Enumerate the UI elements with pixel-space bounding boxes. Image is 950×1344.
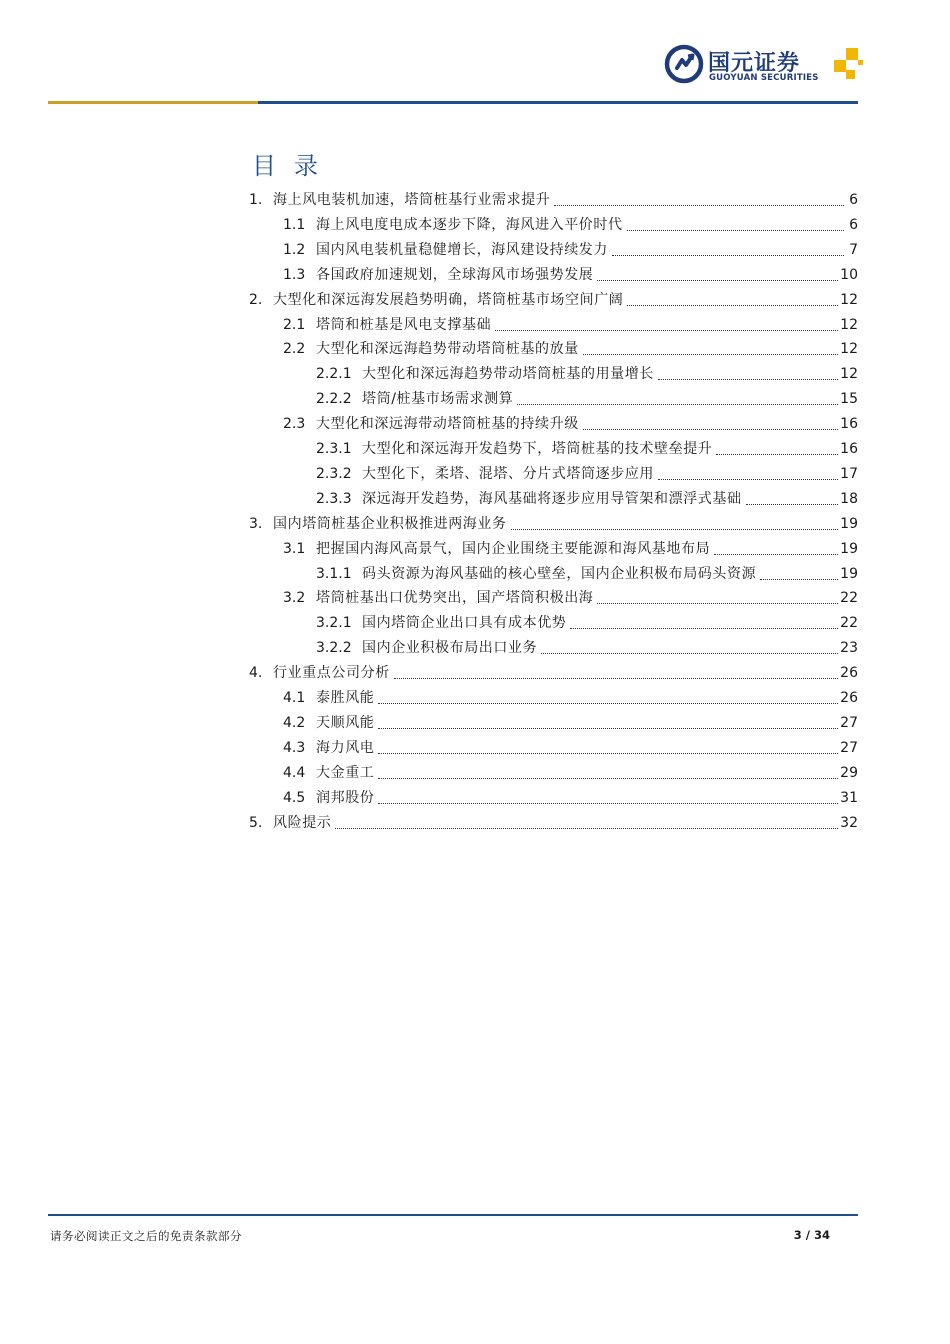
toc-entry-number: 4.2 bbox=[283, 714, 306, 731]
toc-dot-leader bbox=[658, 367, 838, 380]
toc-entry-page: 15 bbox=[840, 391, 858, 408]
toc-entry[interactable] bbox=[316, 610, 858, 632]
toc-entry[interactable] bbox=[283, 760, 858, 782]
toc-entry-number: 3.2.1 bbox=[316, 615, 352, 632]
toc-dot-leader bbox=[378, 741, 838, 754]
toc-entry-title: 大金重工 bbox=[316, 764, 375, 781]
toc-entry-title: 国内塔筒企业出口具有成本优势 bbox=[362, 615, 567, 632]
toc-entry-title: 深远海开发趋势，海风基础将逐步应用导管架和漂浮式基础 bbox=[362, 490, 742, 507]
toc-dot-leader bbox=[760, 567, 838, 580]
toc-entry-page: 19 bbox=[840, 565, 858, 582]
toc-entry-number: 4.4 bbox=[283, 764, 306, 781]
toc-dot-leader bbox=[378, 791, 838, 804]
toc-entry[interactable] bbox=[283, 237, 858, 259]
toc-entry[interactable] bbox=[316, 561, 858, 583]
toc-entry-title: 行业重点公司分析 bbox=[273, 665, 390, 682]
toc-entry-number: 4.5 bbox=[283, 789, 306, 806]
toc-entry-number: 2.3 bbox=[283, 416, 306, 433]
logo-gold-squares-icon bbox=[827, 46, 863, 82]
toc-entry[interactable] bbox=[316, 486, 858, 508]
toc-entry-title: 塔筒/桩基市场需求测算 bbox=[362, 391, 514, 408]
company-logo bbox=[664, 44, 864, 90]
toc-entry-title: 塔筒桩基出口优势突出，国产塔筒积极出海 bbox=[316, 590, 594, 607]
toc-entry[interactable] bbox=[283, 536, 858, 558]
footer-disclaimer: 请务必阅读正文之后的免责条款部分 bbox=[50, 1229, 242, 1243]
toc-dot-leader bbox=[570, 616, 838, 629]
toc-entry-page: 12 bbox=[840, 366, 858, 383]
toc-entry-title: 大型化和深远海发展趋势明确，塔筒桩基市场空间广阔 bbox=[273, 291, 624, 308]
toc-entry-title: 风险提示 bbox=[273, 814, 332, 831]
toc-dot-leader bbox=[627, 293, 838, 306]
toc-title: 目录 bbox=[252, 152, 336, 180]
toc-entry-title: 大型化下，柔塔、混塔、分片式塔筒逐步应用 bbox=[362, 465, 654, 482]
toc-entry-number: 5. bbox=[249, 814, 263, 831]
toc-entry-page: 12 bbox=[840, 341, 858, 358]
toc-dot-leader bbox=[612, 243, 844, 256]
toc-entry-page: 12 bbox=[840, 316, 858, 333]
toc-entry-page: 31 bbox=[840, 789, 858, 806]
toc-dot-leader bbox=[541, 641, 838, 654]
toc-dot-leader bbox=[597, 591, 838, 604]
toc-entry[interactable] bbox=[283, 685, 858, 707]
toc-entry-number: 1. bbox=[249, 192, 263, 208]
toc-entry-page: 32 bbox=[840, 814, 858, 831]
toc-entry-page: 27 bbox=[840, 714, 858, 731]
toc-entry-number: 2.3.1 bbox=[316, 441, 352, 457]
toc-entry-title: 泰胜风能 bbox=[316, 690, 375, 706]
toc-dot-leader bbox=[583, 342, 838, 355]
logo-english-name: GUOYUAN SECURITIES bbox=[709, 73, 819, 83]
toc-dot-leader bbox=[378, 766, 838, 779]
toc-entry[interactable] bbox=[249, 187, 858, 209]
toc-entry-page: 17 bbox=[840, 465, 858, 482]
toc-entry-number: 4.1 bbox=[283, 690, 306, 706]
toc-entry-title: 国内塔筒桩基企业积极推进两海业务 bbox=[273, 515, 507, 532]
toc-entry-number: 3.2.2 bbox=[316, 640, 352, 657]
toc-entry[interactable] bbox=[316, 386, 858, 408]
toc-entry-number: 3. bbox=[249, 515, 263, 532]
toc-entry[interactable] bbox=[283, 312, 858, 334]
toc-dot-leader bbox=[554, 193, 844, 206]
toc-entry-title: 大型化和深远海开发趋势下，塔筒桩基的技术壁垒提升 bbox=[362, 441, 713, 457]
toc-entry[interactable] bbox=[249, 810, 858, 832]
toc-entry-page: 22 bbox=[840, 590, 858, 607]
toc-entry[interactable] bbox=[283, 336, 858, 358]
toc-dot-leader bbox=[627, 218, 844, 231]
toc-dot-leader bbox=[658, 467, 838, 480]
toc-entry[interactable] bbox=[283, 710, 858, 732]
toc-entry-page: 12 bbox=[840, 291, 858, 308]
toc-entry-title: 大型化和深远海趋势带动塔筒桩基的放量 bbox=[316, 341, 579, 358]
toc-entry-page: 10 bbox=[840, 266, 858, 283]
toc-entry[interactable] bbox=[283, 735, 858, 757]
toc-entry-title: 润邦股份 bbox=[316, 789, 375, 806]
toc-entry-title: 天顺风能 bbox=[316, 714, 375, 731]
toc-entry-page: 16 bbox=[840, 441, 858, 457]
toc-entry[interactable] bbox=[316, 461, 858, 483]
toc-entry-title: 国内企业积极布局出口业务 bbox=[362, 640, 538, 657]
toc-dot-leader bbox=[714, 542, 838, 555]
toc-entry-title: 大型化和深远海趋势带动塔筒桩基的用量增长 bbox=[362, 366, 654, 383]
toc-entry-number: 2.2 bbox=[283, 341, 306, 358]
toc-entry[interactable] bbox=[283, 411, 858, 433]
toc-entry[interactable] bbox=[249, 660, 858, 682]
toc-entry-title: 塔筒和桩基是风电支撑基础 bbox=[316, 316, 492, 333]
toc-entry-page: 19 bbox=[840, 540, 858, 557]
toc-dot-leader bbox=[394, 666, 838, 679]
footer-divider bbox=[48, 1214, 858, 1216]
toc-entry[interactable] bbox=[249, 287, 858, 309]
toc-entry-number: 2.2.1 bbox=[316, 366, 352, 383]
toc-entry-number: 1.3 bbox=[283, 266, 306, 283]
toc-entry[interactable] bbox=[316, 361, 858, 383]
toc-entry-number: 1.2 bbox=[283, 241, 306, 258]
toc-entry-page: 26 bbox=[840, 665, 858, 682]
toc-entry-page: 19 bbox=[840, 515, 858, 532]
toc-entry-page: 16 bbox=[840, 416, 858, 433]
toc-entry[interactable] bbox=[283, 585, 858, 607]
toc-dot-leader bbox=[746, 492, 839, 505]
toc-entry-number: 2.3.2 bbox=[316, 465, 352, 482]
toc-entry[interactable] bbox=[283, 262, 858, 284]
toc-entry-title: 国内风电装机量稳健增长，海风建设持续发力 bbox=[316, 241, 608, 258]
toc-entry-page: 6 bbox=[849, 192, 858, 208]
toc-entry-number: 2.1 bbox=[283, 316, 306, 333]
toc-entry-title: 码头资源为海风基础的核心壁垒，国内企业积极布局码头资源 bbox=[362, 565, 757, 582]
toc-entry-number: 4. bbox=[249, 665, 263, 682]
toc-entry-number: 3.2 bbox=[283, 590, 306, 607]
toc-entry-page: 23 bbox=[840, 640, 858, 657]
toc-dot-leader bbox=[378, 716, 838, 729]
toc-entry-page: 29 bbox=[840, 764, 858, 781]
toc-dot-leader bbox=[583, 417, 838, 430]
toc-entry-page: 22 bbox=[840, 615, 858, 632]
toc-entry[interactable] bbox=[283, 212, 858, 234]
toc-dot-leader bbox=[495, 318, 838, 331]
toc-entry-page: 7 bbox=[849, 241, 858, 258]
header-divider bbox=[48, 101, 858, 104]
page-indicator: 3 / 34 bbox=[793, 1228, 830, 1242]
toc-entry-number: 2.3.3 bbox=[316, 490, 352, 507]
toc-entry-number: 2.2.2 bbox=[316, 391, 352, 408]
toc-entry[interactable] bbox=[316, 436, 858, 458]
toc-entry-number: 3.1.1 bbox=[316, 565, 352, 582]
toc-dot-leader bbox=[378, 691, 838, 704]
toc-entry-page: 26 bbox=[840, 690, 858, 706]
toc-entry-title: 海上风电装机加速，塔筒桩基行业需求提升 bbox=[273, 192, 551, 208]
toc-entry-title: 海力风电 bbox=[316, 739, 375, 756]
toc-entry-number: 3.1 bbox=[283, 540, 306, 557]
toc-dot-leader bbox=[511, 517, 839, 530]
logo-chinese-name: 国元证券 bbox=[708, 51, 801, 76]
toc-entry-number: 4.3 bbox=[283, 739, 306, 756]
toc-entry-number: 1.1 bbox=[283, 216, 306, 233]
guoyuan-logo-icon bbox=[664, 44, 704, 84]
toc-entry-title: 各国政府加速规划，全球海风市场强势发展 bbox=[316, 266, 594, 283]
toc-dot-leader bbox=[517, 392, 838, 405]
toc-dot-leader bbox=[716, 442, 838, 455]
toc-entry-title: 大型化和深远海带动塔筒桩基的持续升级 bbox=[316, 416, 579, 433]
toc-entry[interactable] bbox=[316, 635, 858, 657]
toc-dot-leader bbox=[335, 816, 838, 829]
toc-dot-leader bbox=[597, 268, 838, 281]
toc-entry-page: 18 bbox=[840, 490, 858, 507]
toc-entry-title: 把握国内海风高景气，国内企业围绕主要能源和海风基地布局 bbox=[316, 540, 711, 557]
toc-entry[interactable] bbox=[283, 785, 858, 807]
toc-entry-page: 6 bbox=[849, 216, 858, 233]
toc-entry-page: 27 bbox=[840, 739, 858, 756]
toc-entry-number: 2. bbox=[249, 291, 263, 308]
toc-entry[interactable] bbox=[249, 511, 858, 533]
toc-entry-title: 海上风电度电成本逐步下降，海风进入平价时代 bbox=[316, 216, 623, 233]
